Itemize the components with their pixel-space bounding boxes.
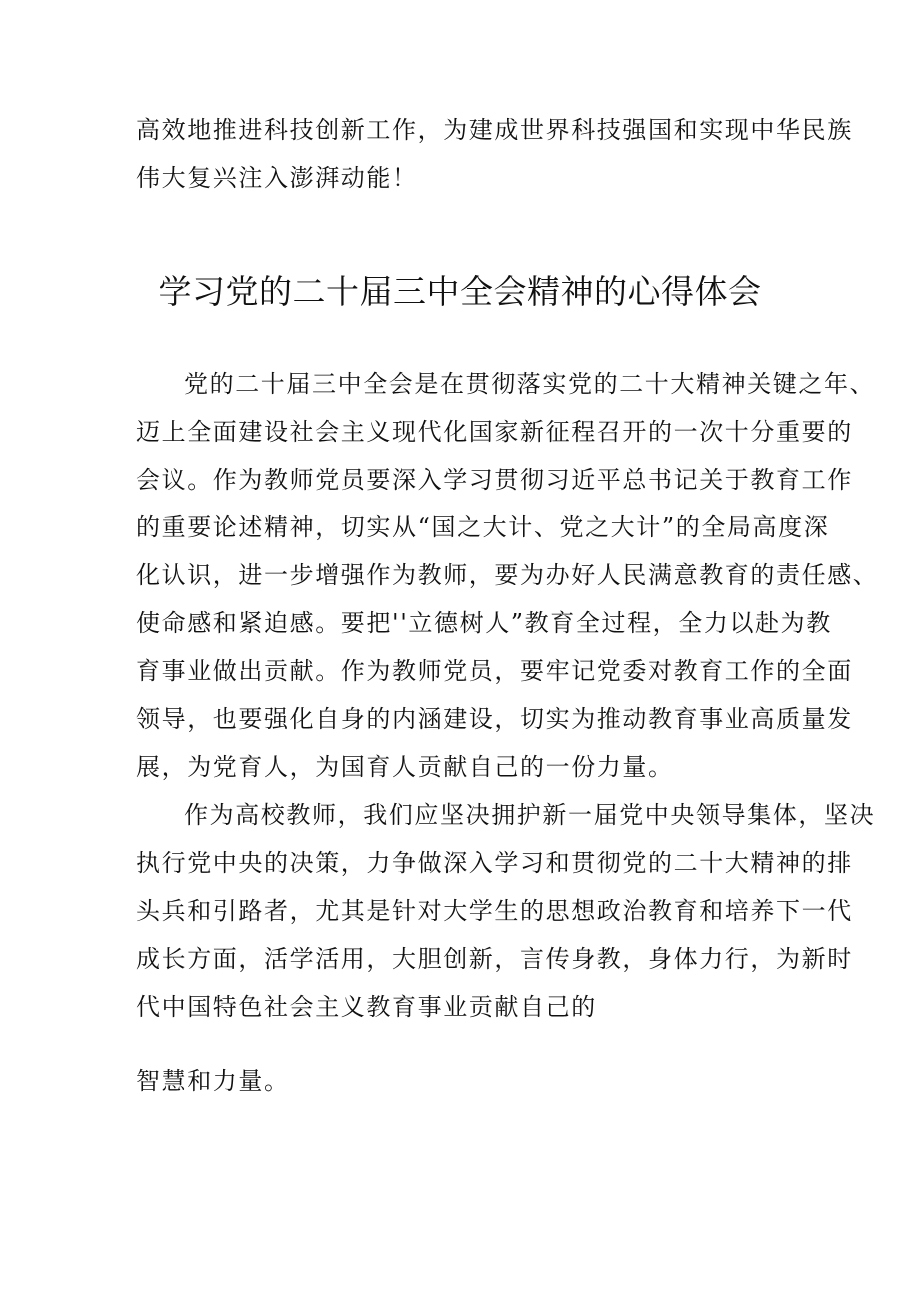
paragraph1-line-6: 使命感和紧迫感。要把''立德树人”教育全过程，全力以赴为教 [136,609,832,637]
paragraph1-line-4: 的重要论述精神，切实从“国之大计、党之大计”的全局高度深 [136,513,830,541]
paragraph2-line-2: 执行党中央的决策，力争做深入学习和贯彻党的二十大精神的排 [136,849,853,877]
paragraph1-line-3: 会议。作为教师党员要深入学习贯彻习近平总书记关于教育工作 [136,466,853,494]
paragraph2-line-4: 成长方面，活学活用，大胆创新，言传身教，身体力行，为新时 [136,945,853,973]
document-title: 学习党的二十届三中全会精神的心得体会 [158,272,762,311]
paragraph1-line-2: 迈上全面建设社会主义现代化国家新征程召开的一次十分重要的 [136,418,853,446]
paragraph1-line-5: 化认识，进一步增强作为教师，要为办好人民满意教育的责任感、 [136,561,879,589]
continuation-line-1: 高效地推进科技创新工作，为建成世界科技强国和实现中华民族 [136,116,853,144]
paragraph1-line-1: 党的二十届三中全会是在贯彻落实党的二十大精神关键之年、 [184,370,876,398]
paragraph1-line-8: 领导，也要强化自身的内涵建设，切实为推动教育事业高质量发 [136,705,853,733]
paragraph2-line-5: 代中国特色社会主义教育事业贡献自己的 [136,993,597,1021]
paragraph1-line-7: 育事业做出贡献。作为教师党员，要牢记党委对教育工作的全面 [136,657,853,685]
trailing-line: 智慧和力量。 [136,1067,290,1095]
paragraph2-line-3: 头兵和引路者，尤其是针对大学生的思想政治教育和培养下一代 [136,897,853,925]
paragraph1-line-9: 展，为党育人，为国育人贡献自己的一份力量。 [136,753,674,781]
continuation-line-2: 伟大复兴注入澎湃动能！ [136,164,418,192]
paragraph2-line-1: 作为高校教师，我们应坚决拥护新一届党中央领导集体，坚决 [184,801,876,829]
